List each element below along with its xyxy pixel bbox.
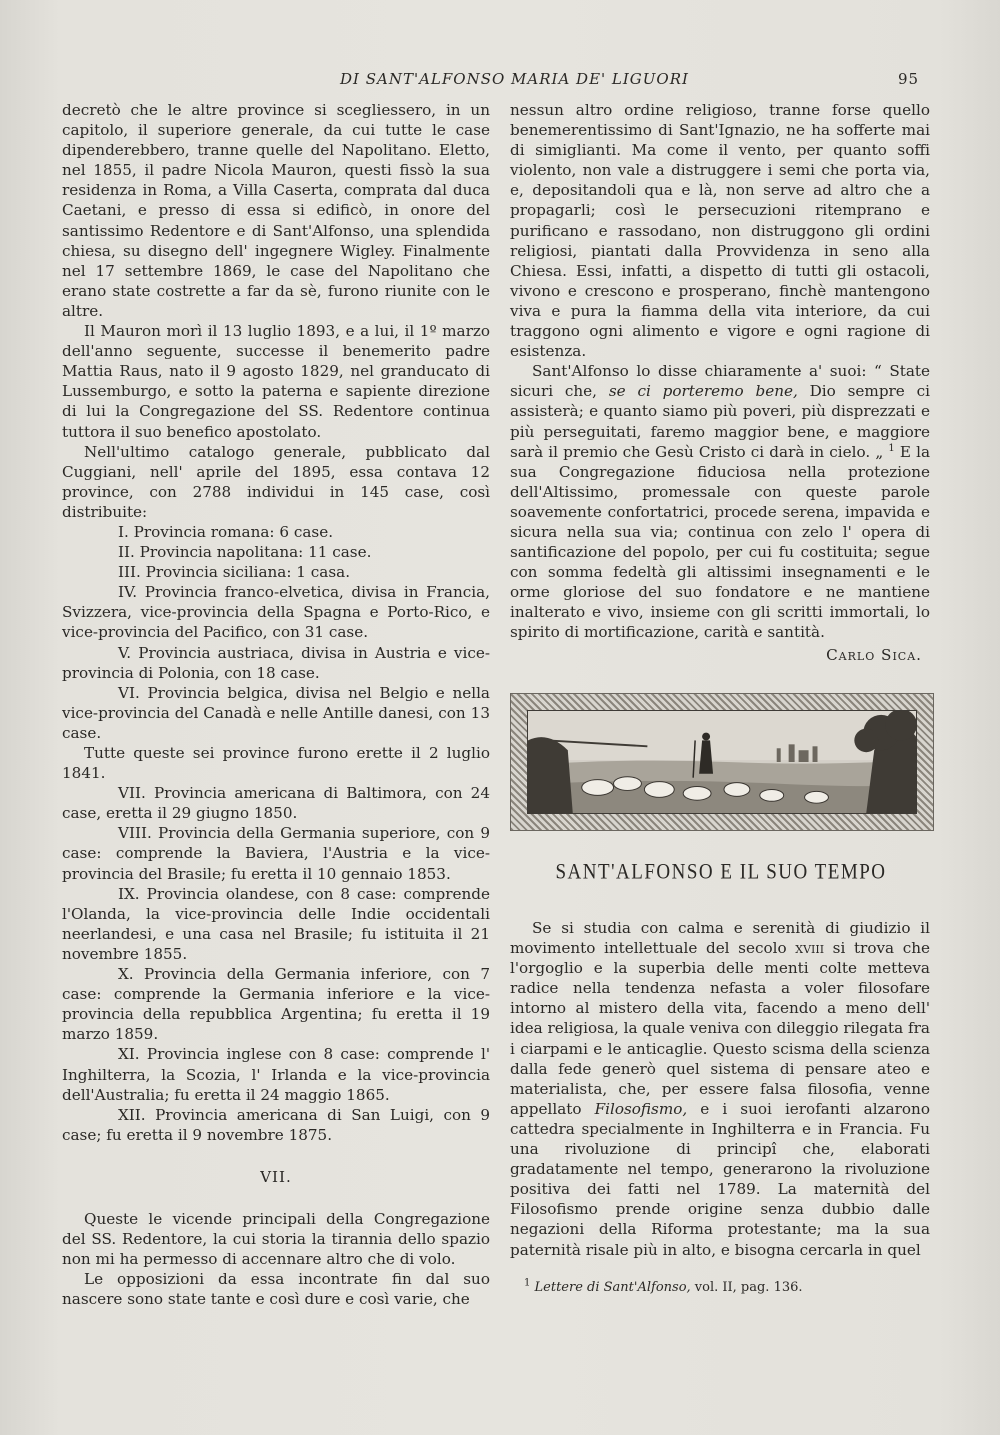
sheep-landscape-image (528, 711, 916, 813)
text-paragraph: Tutte queste sei province furono erette il 2 luglio 1841. (62, 744, 490, 783)
pastoral-illustration (510, 693, 934, 831)
quote-intro: Sant'Alfonso lo disse chiaramente a' suoi: “ State sicuri che, (510, 362, 930, 401)
left-paragraphs (62, 100, 490, 1145)
footnote-mark: 1 (524, 1277, 531, 1289)
century-numeral: xviii (795, 939, 825, 958)
footnote-ref: 1 (888, 442, 895, 454)
article-body (510, 918, 930, 1260)
running-title: DI SANT'ALFONSO MARIA DE' LIGUORI (340, 70, 689, 88)
text-paragraph: Il Mauron morì il 13 luglio 1893, e a lui, il 1º marzo dell'anno seguente, successe il benemerito padre Mattia Raus, nato il 9 agosto 1829, nel granducato di Lussemburgo, e sotto la paterna e sapiente direzione di lui la Congregazione del SS. Redentore continua tuttora il suo benefico apostolato. (62, 322, 490, 441)
page-number: 95 (898, 70, 920, 88)
text-paragraph: Nell'ultimo catalogo generale, pubblicato dal Cuggiani, nell' aprile del 1895, essa contava 12 province, con 2788 individui in 145 case, così distribuite: (62, 442, 490, 521)
text-paragraph: Le opposizioni da essa incontrate fin dal suo nascere sono state tante e così dure e così varie, che (62, 1270, 490, 1309)
author-signature: Carlo Sica. (826, 645, 922, 664)
article-title: SANT'ALFONSO E IL SUO TEMPO (555, 860, 887, 885)
right-paragraphs (510, 100, 930, 361)
quote-rest: Dio sempre ci assisterà; e quanto siamo più poveri, più disprezzati e più perseguitati, faremo maggior bene, e maggiore sarà il premio che Gesù Cristo ci darà in cielo. „ (510, 382, 930, 461)
text-paragraph: IX. Provincia olandese, con 8 case: comprende l'Olanda, la vice-provincia delle Indie occidentali neerlandesi, e una casa nel Brasile; fu istituita il 21 novembre 1855. (62, 884, 490, 963)
right-column (510, 100, 930, 665)
text-paragraph: XII. Provincia americana di San Luigi, con 9 case; fu eretta il 9 novembre 1875. (62, 1105, 490, 1144)
article-italic-term: Filosofismo, (594, 1099, 688, 1118)
text-paragraph: II. Provincia napolitana: 11 case. (118, 543, 372, 562)
text-paragraph: VI. Provincia belgica, divisa nel Belgio e nella vice-provincia del Canadà e nelle Antille danesi, con 13 case. (62, 683, 490, 742)
text-paragraph: X. Provincia della Germania inferiore, con 7 case: comprende la Germania inferiore e la vice-provincia della repubblica Argentina; fu eretta il 19 marzo 1859. (62, 965, 490, 1044)
text-paragraph: VIII. Provincia della Germania superiore, con 9 case: comprende la Baviera, l'Austria e la vice-provincia del Brasile; fu eretta il 10 gennaio 1853. (62, 824, 490, 883)
footnote-text: vol. II, pag. 136. (690, 1280, 803, 1295)
text-paragraph: V. Provincia austriaca, divisa in Austria e vice-provincia di Polonia, con 18 case. (62, 643, 490, 682)
quote-paragraph (510, 361, 930, 642)
text-paragraph: XI. Provincia inglese con 8 case: comprende l' Inghilterra, la Scozia, l' Irlanda e la vice-provincia dell'Australia; fu eretta il 24 maggio 1865. (62, 1045, 490, 1104)
text-paragraph: VII. Provincia americana di Baltimora, con 24 case, eretta il 29 giugno 1850. (62, 784, 490, 823)
text-paragraph: Queste le vicende principali della Congregazione del SS. Redentore, la cui storia la tirannia dello spazio non mi ha permesso di accennare altro che di volo. (62, 1209, 490, 1269)
article-paragraph (510, 918, 930, 1260)
running-header (0, 70, 1000, 94)
left-column (62, 100, 490, 1309)
article-text-a: Se si studia con calma e serenità di giudizio il movimento intellettuale del secolo (510, 919, 930, 958)
quote-after: E la sua Congregazione fiduciosa nella protezione dell'Altissimo, promessale con queste parole soavemente confortatrici, procede serena, impavida e sicura nella sua via; continua con zelo l' opera di santificazione del popolo, per cui fu costituita; segue con somma fedeltà gli altissimi insegnamenti e le orme gloriose del suo fondatore e ne mantiene inalterato e vivo, insieme con gli scritti immortali, lo spirito di mortificazione, carità e santità. (510, 442, 931, 642)
section-number: VII. (260, 1167, 292, 1186)
article-text-c: e i suoi ierofanti alzarono cattedra specialmente in Inghilterra e in Francia. Fu una rivoluzione di principî che, elaborati gradatamente nel tempo, generarono la rivoluzione positiva dei fatti nel 1789. La maternità del Filosofismo prende origine senza dubbio dalle negazioni della Riforma protestante; ma la sua paternità risale più in alto, e bisogna cercarla in quel (510, 1099, 930, 1259)
quote-italic: se ci porteremo bene, (608, 382, 798, 401)
text-paragraph: III. Provincia siciliana: 1 casa. (118, 563, 351, 582)
footnote (524, 1277, 924, 1296)
illustration-scene (527, 710, 917, 814)
text-paragraph: nessun altro ordine religioso, tranne forse quello benemerentissimo di Sant'Ignazio, ne ha sofferte mai di simiglianti. Ma come il vento, per quanto soffi violento, non vale a distruggere i semi che porta via, e, depositandoli qua e là, non serve ad altro che a propagarli; così le persecuzioni ritemprano e purificano e rassodano, non distruggono gli ordini religiosi, piantati dalla Provvidenza in seno alla Chiesa. Essi, infatti, a dispetto di tutti gli ostacoli, vivono e crescono e prosperano, finchè mantengono viva e pura la fiamma della vita interiore, da cui traggono ogni alimento e vigore e ogni ragione di esistenza. (510, 101, 930, 361)
footnote-italic: Lettere di Sant'Alfonso, (534, 1280, 691, 1295)
text-paragraph: IV. Provincia franco-elvetica, divisa in Francia, Svizzera, vice-provincia della Spagna e Porto-Rico, e vice-provincia del Pacifico, con 31 case. (62, 583, 490, 642)
left-closing-paragraphs (62, 1209, 490, 1309)
text-paragraph: decretò che le altre province si scegliessero, in un capitolo, il superiore generale, da cui tutte le case dipenderebbero, tranne quelle del Napolitano. Eletto, nel 1855, il padre Nicola Mauron, questi fissò la sua residenza in Roma, a Villa Caserta, comprata dal duca Caetani, e presso di essa si edificò, in onore del santissimo Redentore e di Sant'Alfonso, una splendida chiesa, su disegno dell' ingegnere Wigley. Finalmente nel 17 settembre 1869, le case del Napolitano che erano state costrette a far da sè, furono riunite con le altre. (62, 101, 490, 320)
article-text-b: si trova che l'orgoglio e la superbia delle menti colte metteva radice nella tendenza nefasta a voler filosofare intorno al mistero della vita, facendo a meno dell' idea religiosa, la quale veniva con dileggio rilegata fra i ciarpami e le anticaglie. Questo scisma della scienza dalla fede generò quel sistema di pensare ateo e materialista, che, per essere falsa filosofia, venne appellato (510, 939, 930, 1118)
text-paragraph: I. Provincia romana: 6 case. (118, 522, 334, 541)
